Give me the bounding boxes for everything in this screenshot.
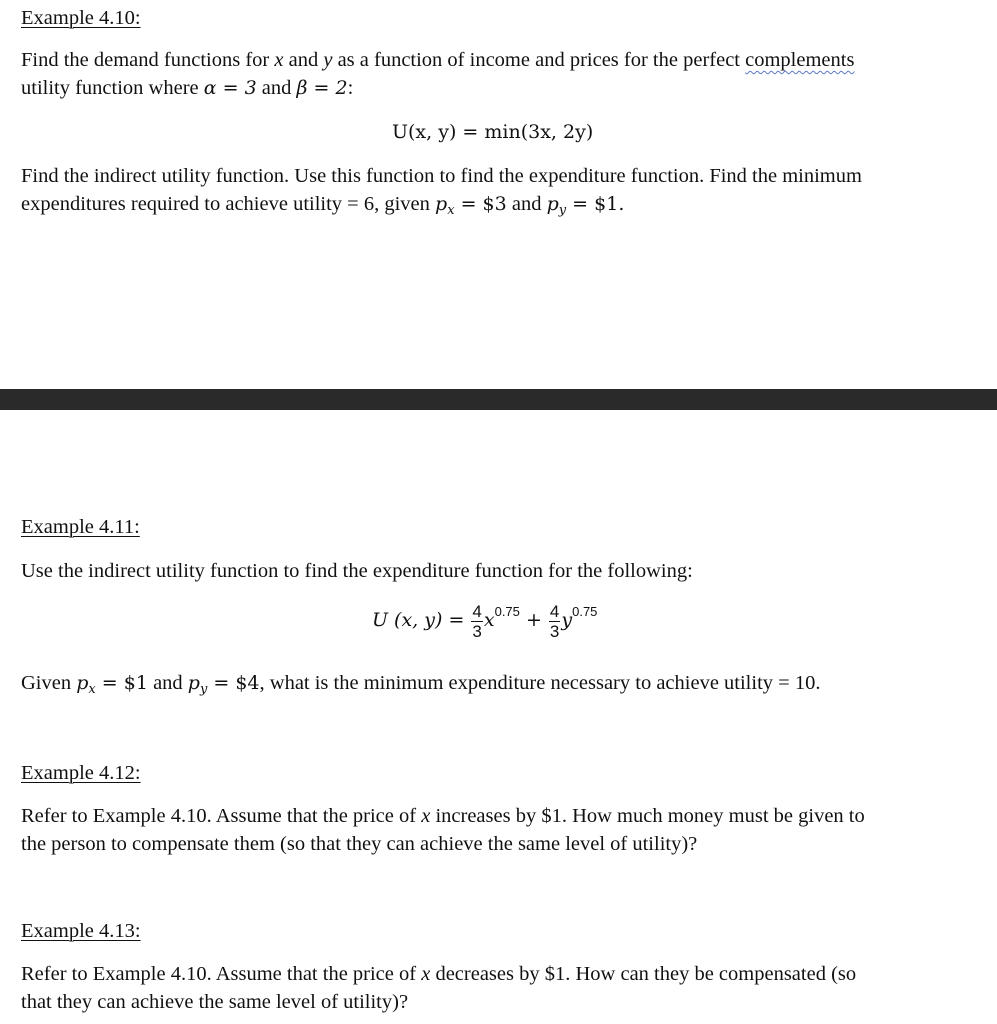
example-4-11-question: Given $p_x$ = $1 and $p_y$ = $4, what is the minimum expenditure necessary to achieve utility = 10. — [21, 672, 821, 697]
example-4-10-instructions-line-2: expenditures required to achieve utility = 6, given $p_x$ = $3 and $p_y$ = $1. — [21, 193, 625, 218]
section-divider-bar — [0, 389, 997, 410]
example-4-10-paragraph-line-1: Find the demand functions for x and y as a function of income and prices for the perfect complements — [21, 49, 855, 71]
example-4-10-heading: Example 4.10: — [21, 7, 141, 29]
example-4-11-utility-equation: U (x, y) = $\frac{4}{3}$ $x^{0.75}$ + $\frac{4}{3}$ $y^{0.75}$ — [372, 601, 598, 641]
example-4-13-heading: Example 4.13: — [21, 920, 141, 942]
complements-word: complements — [745, 49, 855, 71]
example-4-13-line-2: that they can achieve the same level of utility)? — [21, 991, 409, 1013]
example-4-12-heading: Example 4.12: — [21, 762, 141, 784]
example-4-11-paragraph: Use the indirect utility function to find the expenditure function for the following: — [21, 560, 693, 582]
example-4-13-line-1: Refer to Example 4.10. Assume that the price of x decreases by $1. How can they be compensated (so — [21, 963, 857, 985]
example-4-10-instructions-line-1: Find the indirect utility function. Use this function to find the expenditure function. Find the minimum — [21, 165, 862, 187]
example-4-11-heading: Example 4.11: — [21, 516, 140, 538]
fraction-four-thirds: $\frac{4}{3}$ — [472, 601, 482, 641]
example-4-10-utility-equation: U(x, y) = min(3x, 2y) — [392, 121, 594, 143]
example-4-10-paragraph-line-2: utility function where α = 3 and β = 2: — [21, 77, 354, 99]
example-4-12-line-1: Refer to Example 4.10. Assume that the price of x increases by $1. How much money must be given to — [21, 805, 865, 827]
example-4-12-line-2: the person to compensate them (so that they can achieve the same level of utility)? — [21, 833, 698, 855]
fraction-four-thirds-2: $\frac{4}{3}$ — [549, 601, 560, 641]
